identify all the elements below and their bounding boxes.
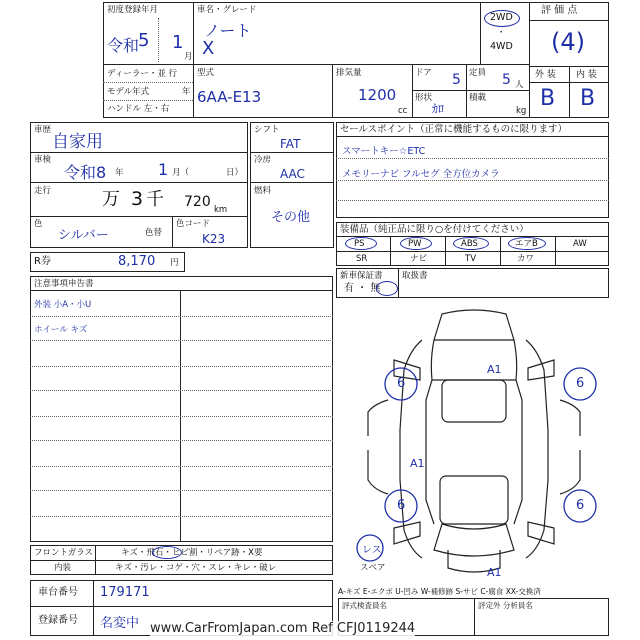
chassis-number: 179171 — [100, 585, 150, 600]
warranty-none-circle — [376, 281, 398, 296]
reg-label: 登録番号 — [38, 615, 78, 626]
spare-text: スペア — [360, 563, 386, 573]
mark-rear: A1 — [487, 566, 502, 579]
capacity-label: 定員 — [469, 68, 487, 78]
handle-label: ハンドル 左・右 — [107, 104, 170, 114]
recycle-value: 8,170 — [118, 254, 156, 269]
mileage-3: 3 — [131, 188, 144, 210]
notes-line-1: 外装 小A・小U — [34, 300, 92, 310]
color: シルバー — [58, 228, 109, 243]
mark-rr: 6 — [576, 498, 585, 513]
displacement-label: 排気量 — [336, 68, 362, 78]
sales-line-1: スマートキー☆ETC — [342, 146, 426, 157]
first-reg-month: 1 — [172, 32, 184, 53]
int-grade: B — [580, 86, 596, 111]
insp-year-unit: 年 — [115, 168, 124, 178]
grade: X — [202, 38, 215, 59]
ac-label: 冷房 — [254, 155, 272, 165]
mileage-720: 720 — [184, 194, 211, 210]
equip-airbag: エアB — [515, 239, 538, 249]
drive-4wd: 4WD — [490, 41, 513, 52]
rating-value: (4) — [551, 28, 585, 56]
fuel: その他 — [271, 210, 311, 225]
equip-pw: PW — [408, 239, 422, 249]
usage-label: 車歴 — [34, 125, 52, 135]
damage-legend: A-キズ E-エクボ U-凹み W-補修跡 S-サビ C-腐食 XX-交換済 — [338, 587, 541, 596]
mileage-sen: 千 — [146, 189, 164, 210]
car-name: ノート — [204, 21, 252, 40]
judge-label: 評定外 分析員名 — [478, 601, 533, 610]
color-change-label: 色替 — [145, 228, 163, 238]
cc-unit: cc — [398, 106, 408, 116]
model-year-label: モデル年式 — [107, 87, 150, 97]
ac: AAC — [280, 167, 305, 181]
insp-month: 1 — [158, 160, 169, 179]
loading-label: 積載 — [469, 93, 487, 103]
shape-label: 形状 — [415, 93, 433, 103]
doors: 5 — [452, 72, 461, 88]
recycle-label: R券 — [34, 256, 51, 267]
recycle-unit: 円 — [170, 258, 179, 268]
ext-label: 外 装 — [535, 70, 556, 80]
displacement: 1200 — [358, 86, 397, 104]
chip-circle — [152, 546, 182, 559]
ext-grade: B — [540, 86, 556, 111]
warranty-value: 有 ・ 無 — [344, 283, 381, 294]
notes-line-2: ホイール キズ — [34, 325, 88, 335]
model-label: 型式 — [197, 68, 215, 78]
insp-era: 令和8 — [64, 163, 107, 182]
mark-front: A1 — [487, 363, 502, 376]
car-name-label: 車名・グレード — [197, 5, 257, 15]
mileage-man: 万 — [102, 189, 120, 210]
equip-ps: PS — [354, 239, 365, 249]
equip-sr: SR — [356, 254, 368, 264]
int-label: 内 装 — [576, 70, 597, 80]
mark-fl: 6 — [397, 376, 406, 391]
first-reg-label: 初度登録年月 — [107, 5, 159, 15]
km-unit: km — [214, 205, 228, 215]
interior-text: キズ・汚レ・コゲ・穴・スレ・キレ・破レ — [115, 563, 277, 573]
color-label: 色 — [34, 219, 43, 229]
mark-rl: 6 — [397, 498, 406, 513]
kg-unit: kg — [516, 106, 527, 116]
equip-aw: AW — [573, 239, 587, 249]
rating-label: 評 価 点 — [541, 5, 578, 16]
sales-label: セールスポイント（正常に機能するものに限ります） — [340, 124, 568, 135]
first-reg-era: 令和 — [107, 36, 140, 55]
equipment-label: 装備品（純正品に限り○を付けてください） — [340, 224, 529, 235]
dealer-label: ディーラー・並 行 — [107, 69, 178, 79]
booklet-label: 取扱書 — [402, 271, 428, 281]
capacity-unit: 人 — [515, 80, 524, 90]
sales-line-2: メモリーナビ フルセグ 全方位カメラ — [342, 169, 500, 180]
doors-label: ドア — [415, 68, 432, 78]
spare-label: レス — [362, 545, 382, 556]
shift: FAT — [280, 137, 301, 151]
equip-leather: カワ — [517, 254, 535, 264]
usage: 自家用 — [52, 132, 103, 152]
equip-tv: TV — [465, 254, 477, 264]
warranty-label: 新車保証書 — [340, 271, 383, 281]
color-code-label: 色コード — [176, 219, 211, 229]
model: 6AA-E13 — [197, 88, 262, 106]
equip-navi: ナビ — [410, 254, 428, 264]
drive-2wd: 2WD — [490, 12, 513, 23]
insp-day-unit: 日） — [226, 168, 244, 178]
reg-number: 名変中 — [100, 616, 140, 631]
drive-dot: ・ — [497, 28, 506, 38]
mark-fr: 6 — [576, 376, 585, 391]
mileage-label: 走行 — [34, 186, 52, 196]
model-year-unit: 年 — [182, 87, 191, 97]
first-reg-year: 5 — [138, 30, 150, 51]
notes-label: 注意事項申告書 — [34, 279, 94, 289]
interior-label: 内装 — [54, 563, 72, 573]
windshield-text: キズ・飛石・ヒビ割・リペア跡・X要 — [121, 548, 263, 558]
color-code: K23 — [202, 232, 226, 246]
inspector-label: 評式検査員名 — [342, 601, 387, 610]
mark-left: A1 — [410, 457, 425, 470]
recycle-frame — [30, 252, 185, 272]
fuel-label: 燃料 — [254, 186, 272, 196]
month-unit: 月 — [184, 52, 193, 62]
watermark: www.CarFromJapan.com Ref CFJ0119244 — [150, 621, 416, 636]
windshield-label: フロントガラス — [34, 548, 93, 558]
shift-label: シフト — [254, 125, 280, 135]
shape: ｶﾛ — [432, 102, 445, 116]
insp-month-unit: 月（ — [172, 168, 190, 178]
inspection-label: 車検 — [34, 155, 52, 165]
capacity: 5 — [502, 72, 511, 88]
chassis-label: 車台番号 — [38, 587, 78, 598]
equip-abs: ABS — [461, 239, 478, 249]
